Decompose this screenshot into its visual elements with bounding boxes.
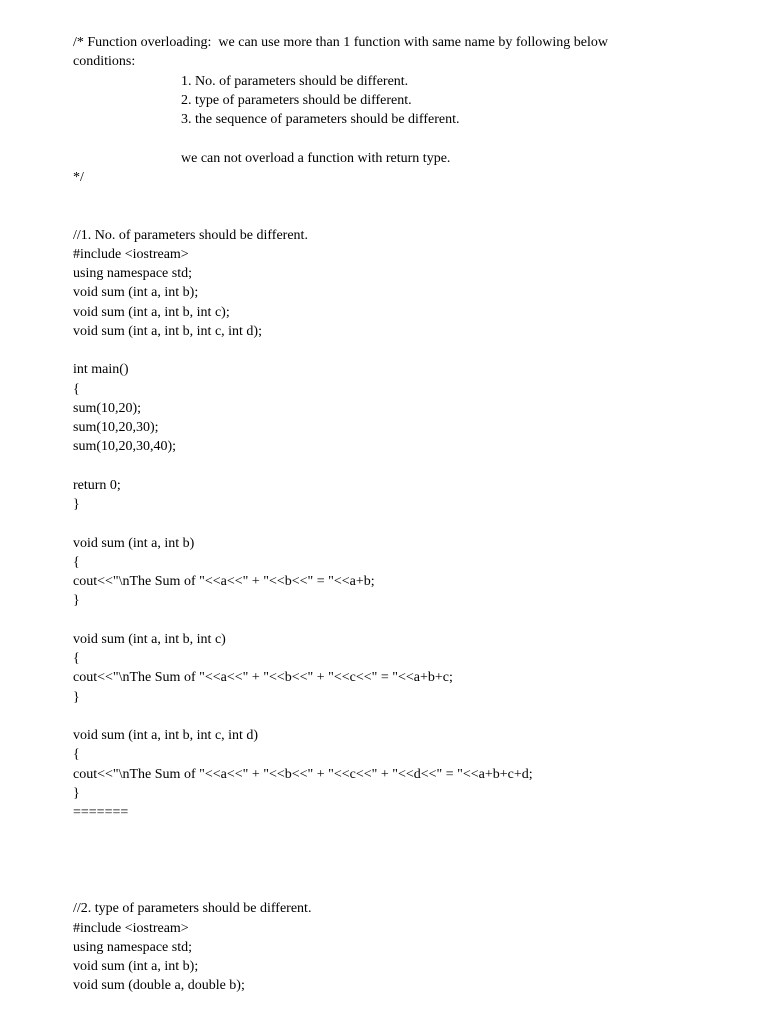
blank-line [73,822,713,841]
comment-continuation: conditions: [73,54,136,70]
definition-2-open: { [73,651,80,666]
blank-line [73,880,713,899]
section1-prototype-1: void sum (int a, int b); [73,285,199,301]
comment-open-line: /* Function overloading: we can use more than 1 function with same name by following below [73,35,608,50]
section2-prototype-2: void sum (double a, double b); [73,978,245,994]
section1-prototype-3: void sum (int a, int b, int c, int d); [73,323,262,339]
main-open-brace: { [73,381,80,397]
blank-line [73,514,713,533]
definition-1-open: { [73,554,80,570]
main-call-2: sum(10,20,30); [73,420,159,435]
definition-2-signature: void sum (int a, int b, int c) [73,631,226,647]
condition-2: 2. type of parameters should be different. [181,92,412,108]
comment-close: */ [73,169,84,185]
section2-heading: //2. type of parameters should be different. [73,901,312,917]
section1-heading: //1. No. of parameters should be different. [73,227,308,243]
section1-prototype-2: void sum (int a, int b, int c); [73,304,230,320]
section2-prototype-1: void sum (int a, int b); [73,959,199,974]
blank-line [73,842,713,861]
definition-3-close: } [73,785,80,801]
definition-3-open: { [73,747,80,763]
section1-include: #include <iostream> [73,246,189,262]
condition-1: 1. No. of parameters should be different. [181,73,409,89]
main-return: return 0; [73,477,121,493]
separator-line: ======= [73,805,129,820]
section1-namespace: using namespace std; [73,266,192,281]
main-signature: int main() [73,362,129,378]
definition-3-signature: void sum (int a, int b, int c, int d) [73,728,259,743]
blank-line [73,457,713,476]
section2-namespace: using namespace std; [73,939,192,955]
comment-note: we can not overload a function with return type. [181,150,451,166]
main-close-brace: } [73,497,80,512]
definition-1-signature: void sum (int a, int b) [73,535,195,551]
document-page [73,33,713,996]
definition-2-close: } [73,689,80,705]
blank-line [73,611,713,630]
blank-line [73,129,713,148]
section2-include: #include <iostream> [73,920,189,936]
definition-1-close: } [73,593,80,609]
blank-line [73,341,713,360]
condition-3: 3. the sequence of parameters should be different. [181,112,460,127]
blank-line [73,707,713,726]
blank-line [73,206,713,225]
main-call-3: sum(10,20,30,40); [73,439,177,455]
blank-line [73,187,713,206]
definition-1-body: cout<<"\nThe Sum of "<<a<<" + "<<b<<" = "<<a+b; [73,574,375,589]
definition-3-body: cout<<"\nThe Sum of "<<a<<" + "<<b<<" + "<<c<<" + "<<d<<" = "<<a+b+c+d; [73,766,533,782]
definition-2-body: cout<<"\nThe Sum of "<<a<<" + "<<b<<" + "<<c<<" = "<<a+b+c; [73,670,453,686]
blank-line [73,861,713,880]
main-call-1: sum(10,20); [73,400,142,416]
